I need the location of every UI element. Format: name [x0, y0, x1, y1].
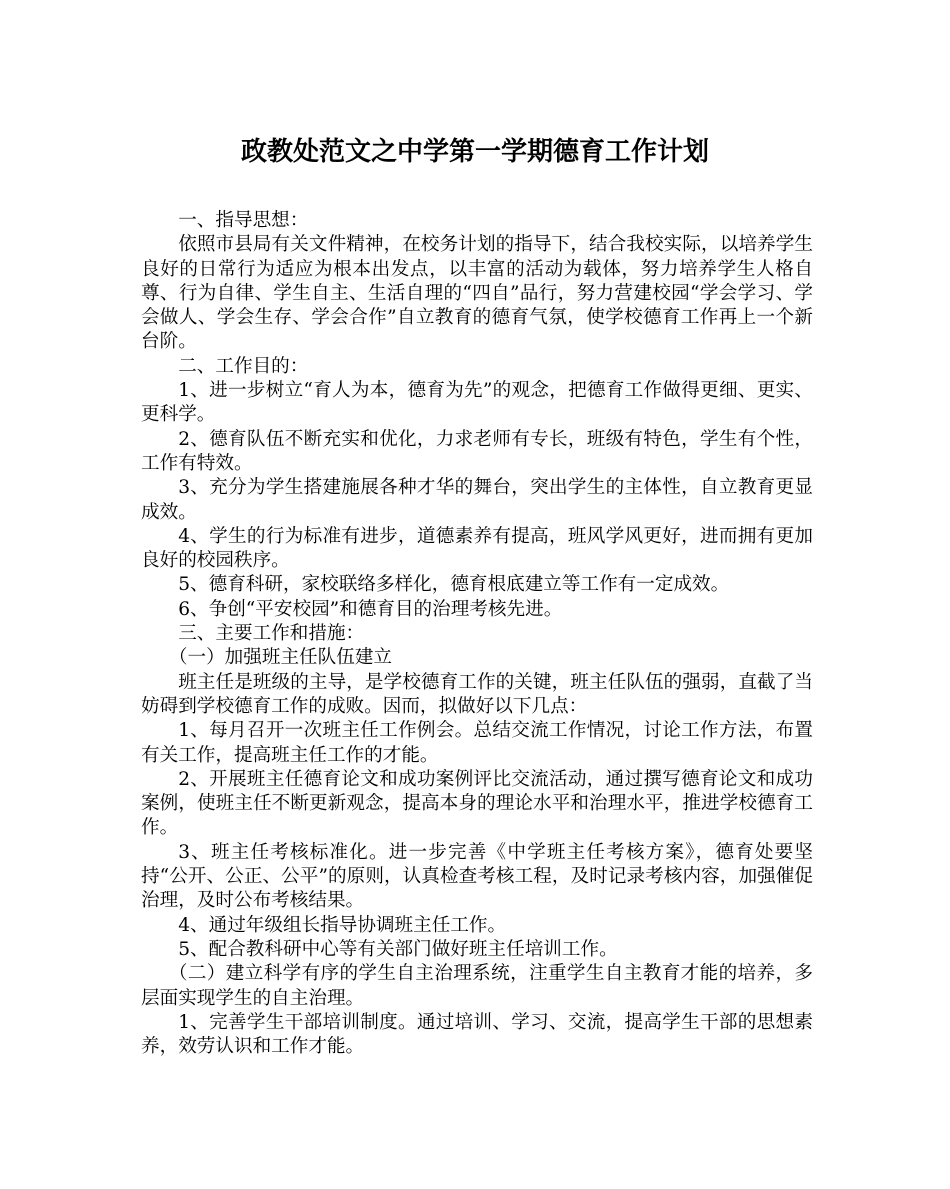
paragraph: 依照市县局有关文件精神，在校务计划的指导下，结合我校实际，以培养学生良好的日常行为适应为根本出发点，以丰富的活动为载体，努力培养学生人格自尊、行为自律、学生自主、生活自理的“四自”品行，努力营建校园“学会学习、学会做人、学会生存、学会合作”自立教育的德育气氛，使学校德育工作再上一个新台阶。 — [141, 234, 813, 353]
list-item: 2、德育队伍不断充实和优化，力求老师有专长，班级有特色，学生有个性，工作有特效。 — [141, 428, 813, 474]
subsection-heading: （一）加强班主任队伍建立 — [168, 647, 393, 669]
document-body — [141, 209, 813, 1059]
list-item: 4、通过年级组长指导协调班主任工作。 — [178, 914, 507, 936]
list-item: 1、进一步树立“育人为本，德育为先”的观念，把德育工作做得更细、更实、更科学。 — [141, 380, 813, 426]
list-item: 1、每月召开一次班主任工作例会。总结交流工作情况，讨论工作方法，布置有关工作，提高班主任工作的才能。 — [141, 720, 813, 766]
section-heading-guiding-ideology: 一、指导思想： — [178, 210, 309, 231]
section-heading-work-goals: 二、工作目的： — [178, 355, 309, 377]
subsection-heading: （二）建立科学有序的学生自主治理系统，注重学生自主教育才能的培养，多层面实现学生的自主治理。 — [141, 963, 813, 1009]
list-item: 4、学生的行为标准有进步，道德素养有提高，班风学风更好，进而拥有更加良好的校园秩序。 — [141, 525, 813, 572]
section-heading-main-work: 三、主要工作和措施： — [178, 623, 365, 645]
list-item: 5、配合教科研中心等有关部门做好班主任培训工作。 — [178, 938, 618, 960]
list-item: 2、开展班主任德育论文和成功案例评比交流活动，通过撰写德育论文和成功案例，使班主任不断更新观念，提高本身的理论水平和治理水平，推进学校德育工作。 — [141, 768, 813, 839]
list-item: 1、完善学生干部培训制度。通过培训、学习、交流，提高学生干部的思想素养，效劳认识和工作才能。 — [141, 1011, 813, 1058]
list-item: 3、班主任考核标准化。进一步完善《中学班主任考核方案》，德育处要坚持“公开、公正、公平”的原则，认真检查考核工程，及时记录考核内容，加强催促治理，及时公布考核结果。 — [141, 841, 813, 912]
paragraph: 班主任是班级的主导，是学校德育工作的关键，班主任队伍的强弱，直截了当妨碍到学校德育工作的成败。因而，拟做好以下几点： — [141, 671, 813, 717]
list-item: 6、争创“平安校园”和德育目的治理考核先进。 — [178, 598, 563, 620]
list-item: 5、德育科研，家校联络多样化，德育根底建立等工作有一定成效。 — [178, 574, 730, 596]
list-item: 3、充分为学生搭建施展各种才华的舞台，突出学生的主体性，自立教育更显成效。 — [141, 477, 813, 523]
document-title: 政教处范文之中学第一学期德育工作计划 — [240, 137, 709, 167]
